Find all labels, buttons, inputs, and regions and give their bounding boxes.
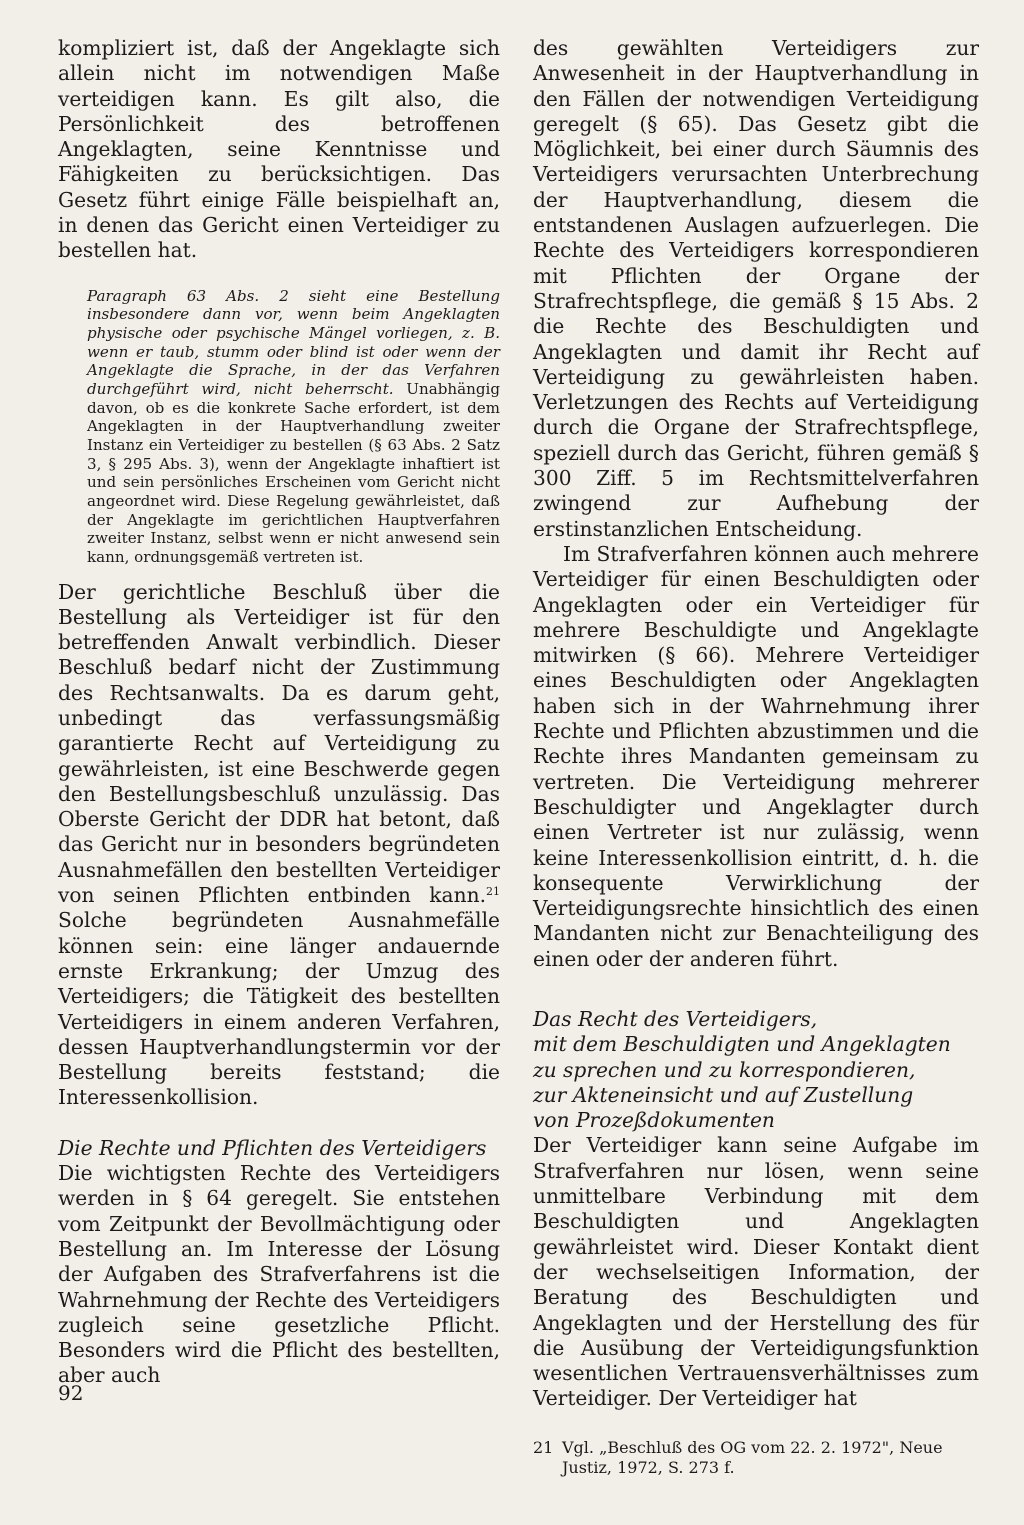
left-paragraph-2 — [58, 580, 500, 1111]
right-paragraph-3: Der Verteidiger kann seine Aufgabe im Strafverfahren nur lösen, wenn seine unmittelbare Verbindung mit dem Beschuldigten und Angeklagten gewährleistet wird. Dieser Kontakt dient der wechselseitigen Information, der Beratung des Beschuldigten und Angeklagten und der Herstellung des für die Ausübung der Verteidigungsfunktion wesentlichen Vertrauensverhältnisses zum Verteidiger. Der Verteidiger hat — [533, 1133, 979, 1411]
heading-line: mit dem Beschuldigten und Angeklagten — [533, 1032, 951, 1057]
spacer — [58, 1111, 500, 1136]
heading-line: von Prozeßdokumenten — [533, 1108, 775, 1133]
section-heading-contact-rights — [533, 1007, 979, 1133]
heading-line: zur Akteneinsicht und auf Zustellung — [533, 1082, 914, 1107]
footnote-number: 21 — [533, 1437, 554, 1457]
footnote-reference: 21 — [486, 885, 500, 899]
heading-line: zu sprechen und zu korrespondieren, — [533, 1057, 916, 1082]
right-column — [533, 36, 979, 1479]
heading-line: Das Recht des Verteidigers, — [533, 1006, 818, 1031]
spacer — [533, 972, 979, 1007]
left-paragraph-2b: Solche begründeten Ausnahmefälle können sein: eine länger andauernde ernste Erkrankung; der Umzug des Verteidigers; die Tätigkeit des bestellten Verteidigers in einem anderen Verfahren, dessen Hauptverhandlungstermin vor der Bestellung bereits feststand; die Interessenkollision. — [58, 908, 500, 1110]
small-print-italic: Paragraph 63 Abs. 2 sieht eine Bestellung insbesondere dann vor, wenn beim Angeklagten physische oder psychische Mängel vorliegen, z. B. wenn er taub, stumm oder blind ist oder wenn der Angeklagte die Sprache, in der das Verfahren durchgeführt wird, nicht beherrscht. — [87, 286, 500, 398]
small-print-passage — [87, 287, 500, 567]
section-heading-rights-duties: Die Rechte und Pflichten des Verteidigers — [58, 1135, 487, 1160]
left-paragraph-1: kompliziert ist, daß der Angeklagte sich allein nicht im notwendigen Maße verteidigen kann. Es gilt also, die Persönlichkeit des betroffenen Angeklagten, seine Kenntnisse und Fähigkeiten zu berücksichtigen. Das Gesetz führt einige Fälle beispielhaft an, in denen das Gericht einen Verteidiger zu bestellen hat. — [58, 36, 500, 263]
left-paragraph-3: Die wichtigsten Rechte des Verteidigers werden in § 64 geregelt. Sie entstehen vom Zeitpunkt der Bevollmächtigung oder Bestellung an. Im Interesse der Lösung der Aufgaben des Strafverfahrens ist die Wahrnehmung der Rechte des Verteidigers zugleich seine gesetzliche Pflicht. Besonders wird die Pflicht des bestellten, aber auch — [58, 1161, 500, 1388]
right-paragraph-1: des gewählten Verteidigers zur Anwesenheit in der Hauptverhandlung in den Fällen der notwendigen Verteidigung geregelt (§ 65). Das Gesetz gibt die Möglichkeit, bei einer durch Säumnis des Verteidigers verursachten Unterbrechung der Hauptverhandlung, diesem die entstandenen Auslagen aufzuerlegen. Die Rechte des Verteidigers korrespondieren mit Pflichten der Organe der Strafrechtspflege, die gemäß § 15 Abs. 2 die Rechte des Beschuldigten und Angeklagten und damit ihr Recht auf Verteidigung zu gewährleisten haben. Verletzungen des Rechts auf Verteidigung durch die Organe der Strafrechtspflege, speziell durch das Gericht, führen gemäß § 300 Ziff. 5 im Rechtsmittelverfahren zwingend zur Aufhebung der erstinstanzlichen Entscheidung. — [533, 36, 979, 541]
page-number: 92 — [58, 1381, 84, 1405]
footnote-text: Vgl. „Beschluß des OG vom 22. 2. 1972", Neue Justiz, 1972, S. 273 f. — [562, 1437, 943, 1478]
left-column — [58, 36, 500, 1389]
footnote — [533, 1438, 979, 1479]
right-paragraph-2: Im Strafverfahren können auch mehrere Verteidiger für einen Beschuldigten oder Angeklagten oder ein Verteidiger für mehrere Beschuldigte und Angeklagte mitwirken (§ 66). Mehrere Verteidiger eines Beschuldigten oder Angeklagten haben sich in der Wahrnehmung ihrer Rechte und Pflichten abzustimmen und die Rechte ihres Mandanten gemeinsam zu vertreten. Die Verteidigung mehrerer Beschuldigter und Angeklagter durch einen Vertreter ist nur zulässig, wenn keine Interessenkollision eintritt, d. h. die konsequente Verwirklichung der Verteidigungsrechte hinsichtlich des einen Mandanten nicht zur Benachteiligung des einen oder der anderen führt. — [533, 541, 979, 971]
small-print-rest: Unabhängig davon, ob es die konkrete Sache erfordert, ist dem Angeklagten in der Hauptverhandlung zweiter Instanz ein Verteidiger zu bestellen (§ 63 Abs. 2 Satz 3, § 295 Abs. 3), wenn der Angeklagte inhaftiert ist und sein persönliches Erscheinen vom Gericht nicht angeordnet wird. Diese Regelung gewährleistet, daß der Angeklagte im gerichtlichen Hauptverfahren zweiter Instanz, selbst wenn er nicht anwesend sein kann, ordnungsgemäß vertreten ist. — [87, 379, 500, 566]
left-paragraph-2a: Der gerichtliche Beschluß über die Bestellung als Verteidiger ist für den betreffenden Anwalt verbindlich. Dieser Beschluß bedarf nicht der Zustimmung des Rechtsanwalts. Da es darum geht, unbedingt das verfassungsmäßig garantierte Recht auf Verteidigung zu gewährleisten, ist eine Beschwerde gegen den Bestellungsbeschluß unzulässig. Das Oberste Gericht der DDR hat betont, daß das Gericht nur in besonders begründeten Ausnahmefällen den bestellten Verteidiger von seinen Pflichten entbinden kann. — [58, 579, 500, 908]
